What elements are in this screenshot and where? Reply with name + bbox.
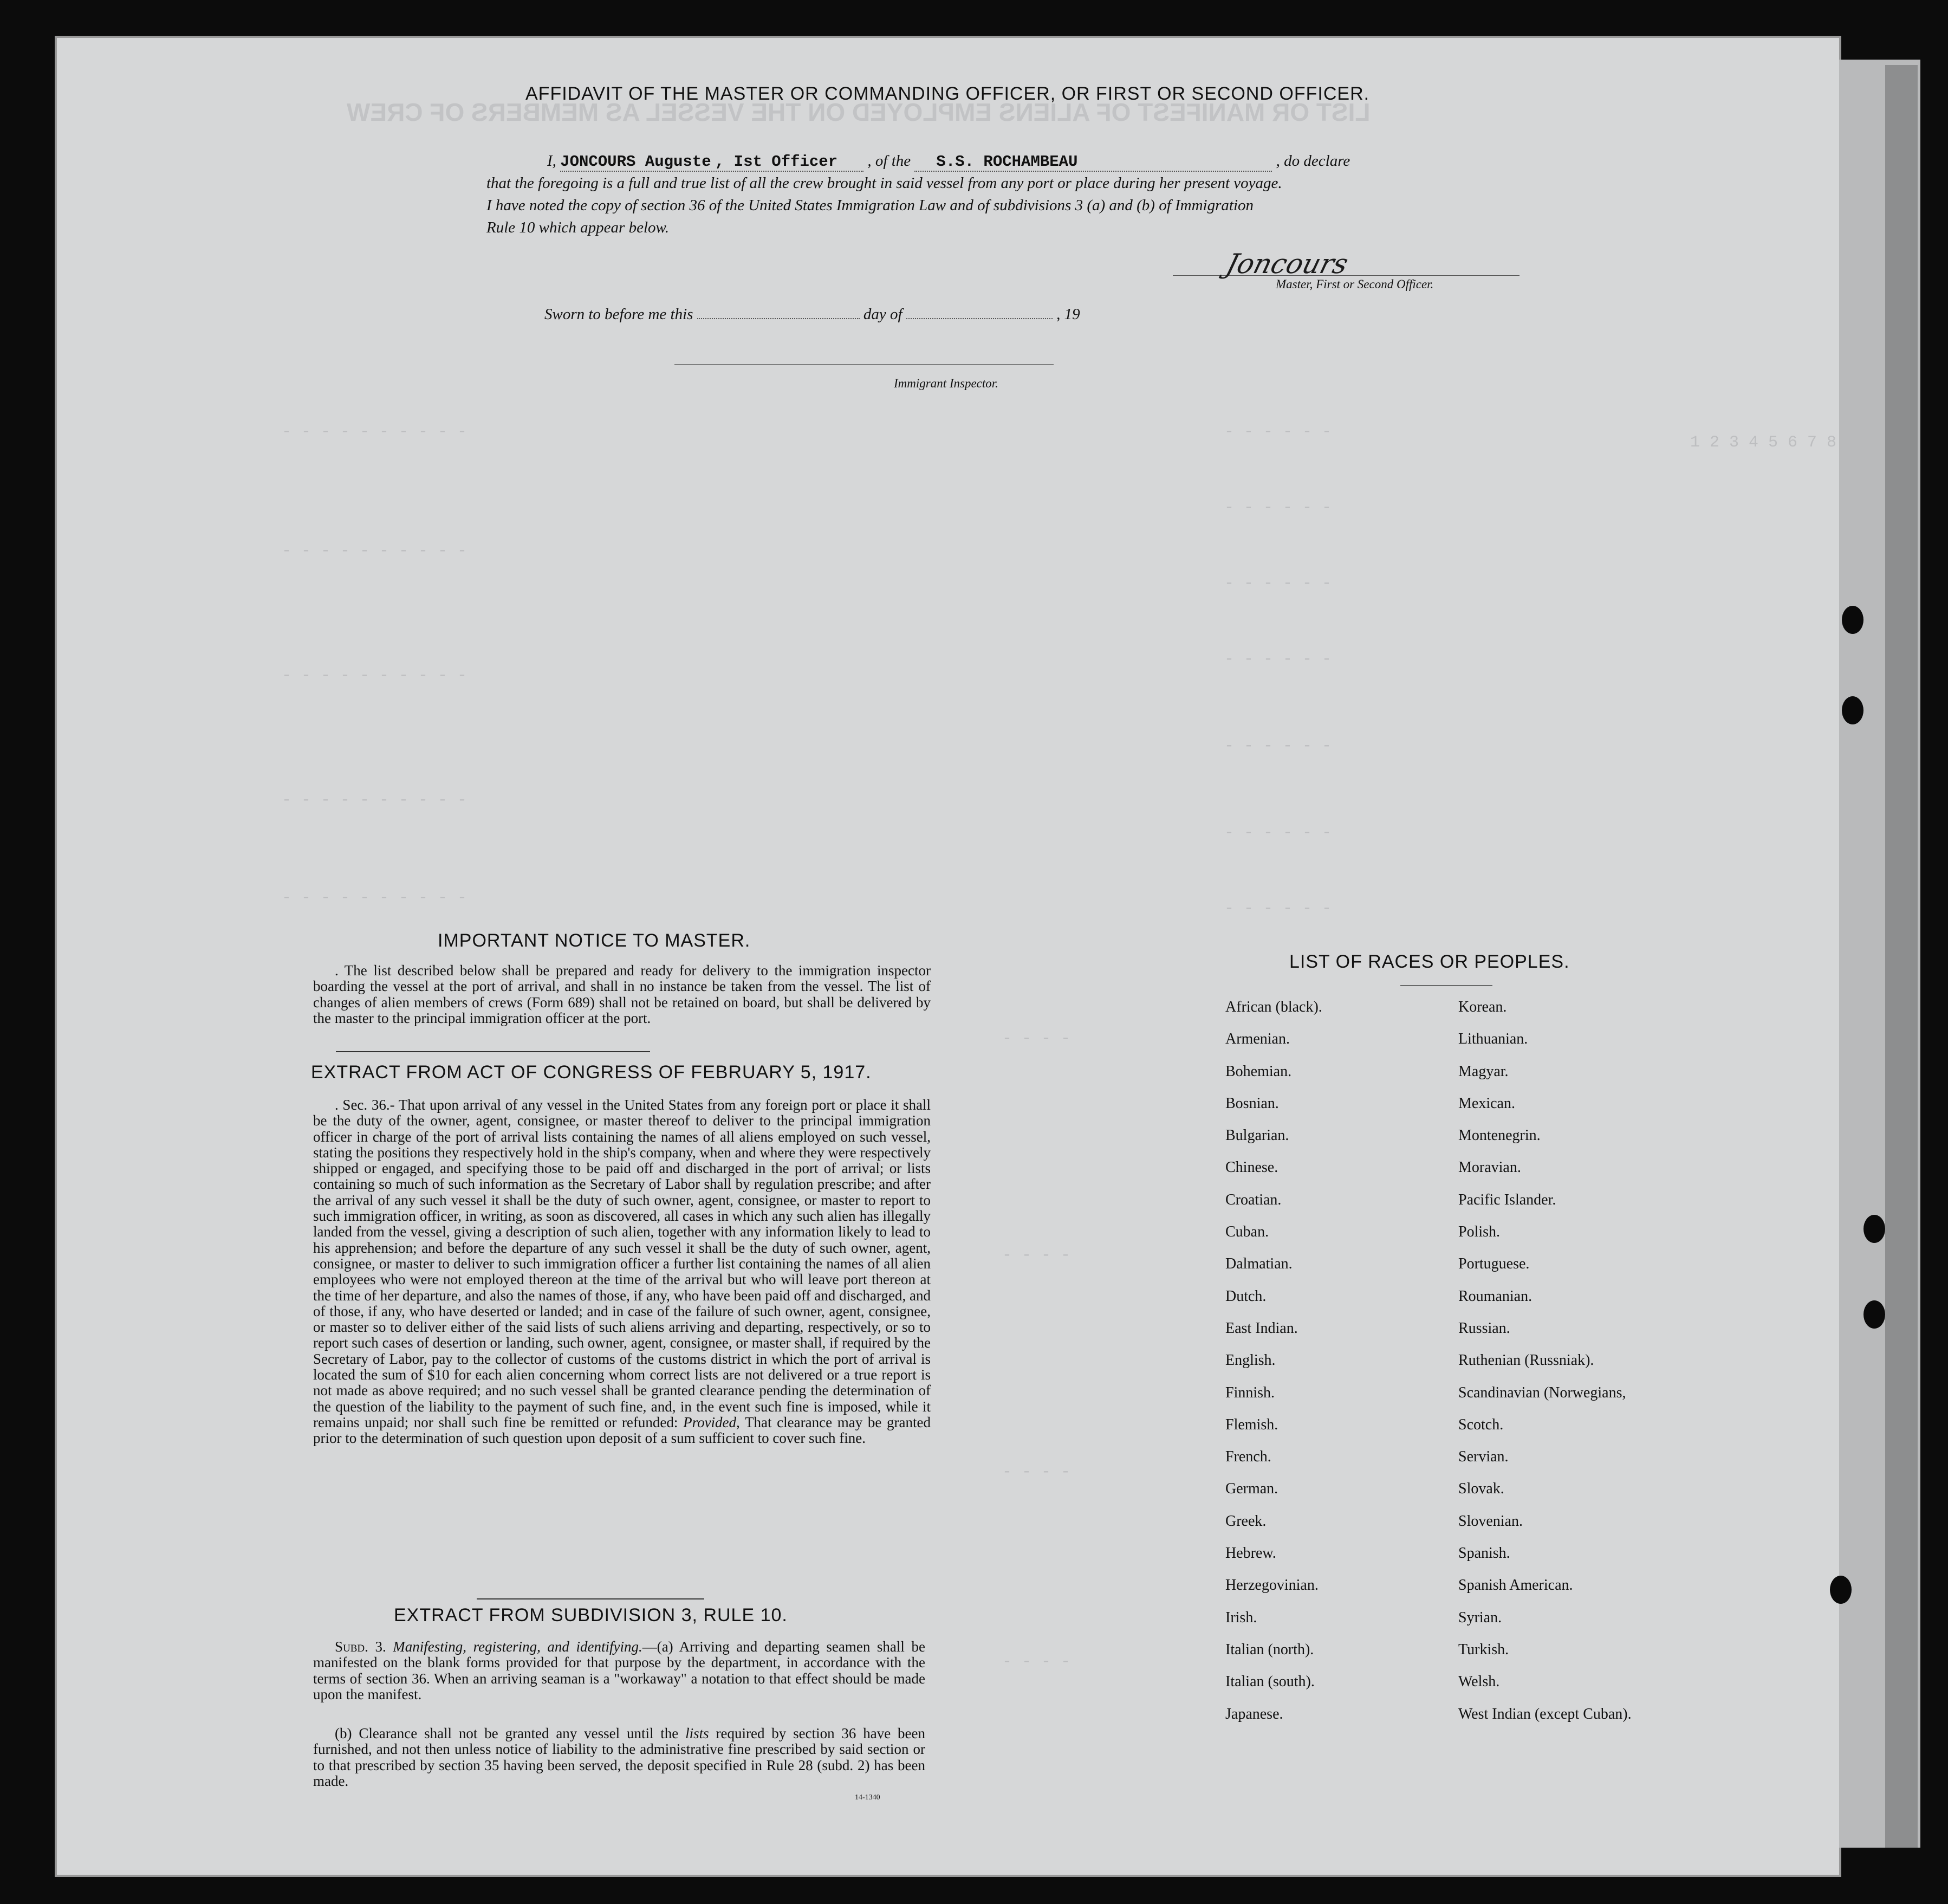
race-left-item: Irish. <box>1225 1609 1257 1626</box>
race-right-item: Montenegrin. <box>1458 1127 1541 1144</box>
race-left-item: Italian (south). <box>1225 1673 1315 1691</box>
rule-paragraph-b <box>313 1726 925 1789</box>
inspector-signature-line <box>674 364 1054 365</box>
race-left-item: Armenian. <box>1225 1031 1290 1048</box>
rule-para-b-start: (b) Clearance shall not be granted any vessel until the <box>335 1725 679 1741</box>
inspector-caption: Immigrant Inspector. <box>894 377 998 390</box>
race-left-item: Greek. <box>1225 1512 1267 1530</box>
race-right-item: Lithuanian. <box>1458 1031 1528 1048</box>
punch-hole <box>1863 1300 1885 1329</box>
rule-para-b-lists: lists <box>685 1725 709 1741</box>
officer-signature: Joncours <box>1223 248 1352 280</box>
affidavit-line-3: I have noted the copy of section 36 of the United States Immigration Law and of subdivisions 3 (a) and (b) of Immigration <box>486 197 1254 214</box>
races-right-column <box>1458 999 1632 1738</box>
act-body: - That upon arrival of any vessel in the United States from any foreign port or place it shall be the duty of the owner, agent, consignee, or master thereof to deliver to the principal immigration officer in charge of the port of arrival lists containing the names of all aliens employed on such vessel, stating the positions they respectively hold in the ship's company, when and where they were respectively shipped or engaged, and specifying those to be paid off and discharged in the port of arrival; or lists containing so much of such information as the Secretary of Labor shall by regulation prescribe; and after the arrival of any such vessel it shall be the duty of such owner, agent, consignee, or master to report to such immigration officer, in writing, as soon as discovered, all cases in which any such alien has illegally landed from the vessel, giving a description of such alien, together with any information likely to lead to his apprehension; and before the departure of any such vessel it shall be the duty of such owner, agent, consignee, or master to deliver to such immigration officer a further list containing the names of all alien employees who were not employed thereon at the time of the arrival but who will leave port thereon at the time of her departure, and also the names of those, if any, who have been paid off and discharged, and of those, if any, who have deserted or landed; and in case of the failure of such owner, agent, consignee, or master so to deliver either of the said lists of such aliens arriving and departing, respectively, or so to report such cases of desertion or landing, such owner, agent, consignee, or master shall, if required by the Secretary of Labor, pay to the collector of customs of the customs district in which the port of arrival is located the sum of $10 for each alien concerning whom correct lists are not delivered or a true report is not made as above required; and no such vessel shall be granted clearance pending the determination of the question of the liability to the payment of such fine, and, in the event such fine is imposed, while it remains unpaid; nor shall such fine be remitted or refunded: <box>313 1097 931 1430</box>
race-right-item: West Indian (except Cuban). <box>1458 1705 1632 1722</box>
race-right-item: Servian. <box>1458 1448 1509 1466</box>
race-right-item: Slovak. <box>1458 1480 1504 1498</box>
race-left-item: Finnish. <box>1225 1384 1275 1401</box>
race-left-item: East Indian. <box>1225 1319 1298 1337</box>
race-right-item: Scotch. <box>1458 1416 1504 1433</box>
bleed-through-title: LIST OR MANIFEST OF ALIENS EMPLOYED ON THE VESSEL AS MEMBERS OF CREW <box>347 98 1371 126</box>
back-page-shadow <box>1885 65 1918 1848</box>
act-title: EXTRACT FROM ACT OF CONGRESS OF FEBRUARY 5, 1917. <box>311 1062 872 1083</box>
punch-hole <box>1830 1576 1852 1604</box>
rule-paragraph-a <box>313 1639 925 1702</box>
i-label: I, <box>547 152 556 170</box>
race-right-item: Magyar. <box>1458 1063 1509 1080</box>
act-paragraph <box>313 1097 931 1447</box>
race-right-item: Pacific Islander. <box>1458 1191 1556 1208</box>
affidavit-line-2: that the foregoing is a full and true list of all the crew brought in said vessel from any port or place during her present voyage. <box>486 174 1282 192</box>
race-right-item: Turkish. <box>1458 1641 1509 1658</box>
race-left-item: Bosnian. <box>1225 1095 1279 1112</box>
race-right-item: Russian. <box>1458 1319 1510 1337</box>
day-of-label: day of <box>863 306 902 323</box>
do-declare-label: , do declare <box>1276 152 1350 170</box>
race-left-item: English. <box>1225 1352 1276 1369</box>
race-left-item: Cuban. <box>1225 1223 1269 1241</box>
race-right-item: Polish. <box>1458 1223 1501 1241</box>
race-left-item: Bohemian. <box>1225 1063 1292 1080</box>
affidavit-declaration-line <box>547 152 1350 172</box>
rule-subd-label: Subd. 3. <box>335 1639 386 1655</box>
act-tail: That clearance may be granted prior to the determination of such question upon deposit of a sum sufficient to cover such fine. <box>313 1414 931 1447</box>
race-left-item: Chinese. <box>1225 1159 1278 1176</box>
race-right-item: Spanish American. <box>1458 1577 1573 1594</box>
races-title-underline <box>1400 985 1492 986</box>
race-left-item: Bulgarian. <box>1225 1127 1289 1144</box>
notice-paragraph <box>313 963 931 1026</box>
notice-divider <box>336 1051 650 1052</box>
race-left-item: Italian (north). <box>1225 1641 1314 1658</box>
notice-body: . The list described below shall be prepared and ready for delivery to the immigration inspector boarding the vessel at the port of arrival, and shall in no instance be taken from the vessel. The list of changes of alien members of crews (Form 689) shall not be retained on board, but shall be delivered by the master to the principal immigration officer at the port. <box>313 962 931 1026</box>
race-right-item: Portuguese. <box>1458 1255 1530 1273</box>
race-right-item: Spanish. <box>1458 1545 1510 1562</box>
signature-caption: Master, First or Second Officer. <box>1276 277 1434 291</box>
officer-name: JONCOURS Auguste <box>560 153 711 171</box>
notice-title: IMPORTANT NOTICE TO MASTER. <box>438 930 751 951</box>
form-number: 14-1340 <box>855 1793 880 1802</box>
race-left-item: Flemish. <box>1225 1416 1278 1433</box>
act-section-label: . Sec. 36. <box>335 1097 390 1113</box>
rule-para-b-rest: required by section 36 have been furnished, and not then unless notice of liability to the administrative fine prescribed by said section or to that prescribed by section 35 having been served, the deposit specified in Rule 28 (subd. 2) has been made. <box>313 1725 926 1789</box>
rule-title: EXTRACT FROM SUBDIVISION 3, RULE 10. <box>394 1605 788 1625</box>
act-provided: Provided, <box>683 1414 740 1430</box>
race-left-item: Herzegovinian. <box>1225 1577 1319 1594</box>
race-right-item: Slovenian. <box>1458 1512 1523 1530</box>
race-left-item: Hebrew. <box>1225 1545 1276 1562</box>
act-divider <box>477 1598 704 1599</box>
race-right-item: Scandinavian (Norwegians, <box>1458 1384 1626 1401</box>
race-right-item: Syrian. <box>1458 1609 1502 1626</box>
race-left-item: Dalmatian. <box>1225 1255 1293 1273</box>
race-left-item: Japanese. <box>1225 1705 1283 1722</box>
sworn-line <box>544 306 1080 323</box>
affidavit-line-4: Rule 10 which appear below. <box>486 219 669 236</box>
of-the-label: , of the <box>867 152 911 170</box>
officer-rank: , Ist Officer <box>715 153 838 171</box>
year-label: , 19 <box>1056 306 1080 323</box>
affidavit-title: AFFIDAVIT OF THE MASTER OR COMMANDING OFFICER, OR FIRST OR SECOND OFFICER. <box>525 83 1370 104</box>
race-right-item: Ruthenian (Russniak). <box>1458 1352 1594 1369</box>
sworn-label: Sworn to before me this <box>544 306 693 323</box>
races-title: LIST OF RACES OR PEOPLES. <box>1289 951 1570 972</box>
race-left-item: Croatian. <box>1225 1191 1282 1208</box>
race-left-item: German. <box>1225 1480 1278 1498</box>
race-right-item: Roumanian. <box>1458 1287 1533 1305</box>
punch-hole <box>1842 696 1863 724</box>
race-right-item: Moravian. <box>1458 1159 1521 1176</box>
vessel-name: S.S. ROCHAMBEAU <box>936 153 1078 171</box>
race-left-item: African (black). <box>1225 999 1322 1015</box>
race-left-item: Dutch. <box>1225 1287 1267 1305</box>
punch-hole <box>1863 1215 1885 1243</box>
rule-subd-title: Manifesting, registering, and identifying. <box>393 1639 642 1655</box>
race-right-item: Mexican. <box>1458 1095 1515 1112</box>
race-right-item: Welsh. <box>1458 1673 1500 1691</box>
punch-hole <box>1842 606 1863 634</box>
rule-para-a: —(a) Arriving and departing seamen shall be manifested on the blank forms provided for that purpose by the department, in accordance with the terms of section 36. When an arriving seaman is a "workaway" a notation to that effect should be made upon the manifest. <box>313 1639 925 1702</box>
race-left-item: French. <box>1225 1448 1271 1466</box>
race-right-item: Korean. <box>1458 999 1507 1015</box>
races-left-column <box>1225 999 1322 1738</box>
